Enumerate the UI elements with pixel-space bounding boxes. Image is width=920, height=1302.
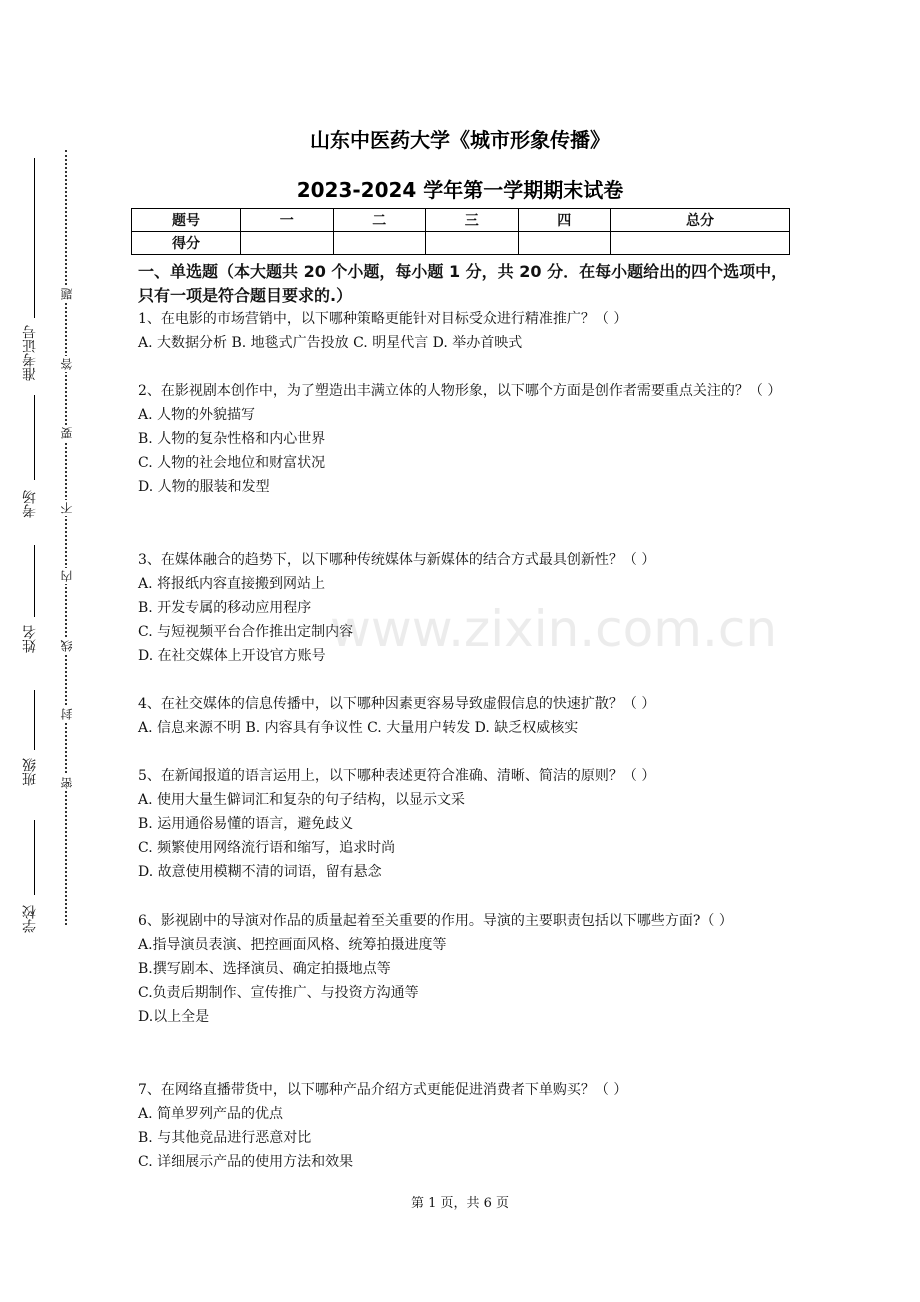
class-label: 班级	[22, 758, 38, 786]
score-header-cell: 四	[518, 209, 611, 232]
option-b: B.撰写剧本、选择演员、确定拍摄地点等	[138, 961, 391, 977]
seal-char: 不	[60, 502, 74, 514]
option-c: C. 与短视频平台合作推出定制内容	[138, 624, 354, 640]
score-cell[interactable]	[518, 232, 611, 255]
seal-char: 题	[60, 288, 74, 300]
question-options-inline: A. 大数据分析 B. 地毯式广告投放 C. 明星代言 D. 举办首映式	[138, 335, 523, 351]
section-heading: 一、单选题（本大题共 20 个小题，每小题 1 分，共 20 分．在每小题给出的四个选项中，只有一项是符合题目要求的.）	[138, 262, 788, 305]
seal-char: 要	[60, 427, 74, 439]
score-row-label: 得分	[132, 232, 241, 255]
question-stem: 2、在影视剧本创作中，为了塑造出丰满立体的人物形象，以下哪个方面是创作者需要重点关注的？（ ）	[138, 383, 782, 399]
exam-room-label: 考场	[22, 490, 38, 518]
seal-char: 线	[60, 640, 74, 652]
question-stem: 7、在网络直播带货中，以下哪种产品介绍方式更能促进消费者下单购买？（ ）	[138, 1082, 628, 1098]
option-d: D. 故意使用模糊不清的词语，留有悬念	[138, 864, 382, 880]
option-d: D.以上全是	[138, 1009, 210, 1025]
name-label: 姓名	[22, 625, 38, 653]
score-table	[131, 208, 790, 255]
question-5	[138, 764, 798, 884]
seal-dotted-line	[65, 150, 67, 925]
question-options-inline: A. 信息来源不明 B. 内容具有争议性 C. 大量用户转发 D. 缺乏权威核实	[138, 720, 579, 736]
exam-title: 山东中医药大学《城市形象传播》	[310, 128, 610, 152]
score-table-header	[132, 209, 790, 232]
option-a: A. 将报纸内容直接搬到网站上	[138, 576, 326, 592]
score-cell[interactable]	[426, 232, 519, 255]
option-c: C. 频繁使用网络流行语和缩写，追求时尚	[138, 840, 396, 856]
question-7	[138, 1078, 798, 1174]
question-1	[138, 307, 798, 355]
name-line	[34, 545, 35, 617]
seal-char: 密	[60, 777, 74, 789]
exam-room-line	[34, 395, 35, 480]
seal-char: 答	[60, 358, 74, 370]
exam-number-label: 准考证号	[22, 325, 38, 381]
option-a: A. 简单罗列产品的优点	[138, 1106, 284, 1122]
option-a: A. 人物的外貌描写	[138, 407, 256, 423]
option-a: A.指导演员表演、把控画面风格、统筹拍摄进度等	[138, 937, 447, 953]
seal-char: 内	[60, 570, 74, 582]
option-d: D. 人物的服装和发型	[138, 479, 270, 495]
score-cell[interactable]	[611, 232, 790, 255]
option-c: C. 详细展示产品的使用方法和效果	[138, 1154, 354, 1170]
option-b: B. 运用通俗易懂的语言，避免歧义	[138, 816, 354, 832]
question-6	[138, 909, 798, 1029]
option-c: C. 人物的社会地位和财富状况	[138, 455, 326, 471]
exam-subtitle: 2023-2024 学年第一学期期末试卷	[296, 178, 624, 202]
option-b: B. 与其他竞品进行恶意对比	[138, 1130, 312, 1146]
score-header-cell: 一	[241, 209, 334, 232]
question-4	[138, 692, 798, 740]
question-stem: 5、在新闻报道的语言运用上，以下哪种表述更符合准确、清晰、简洁的原则？（ ）	[138, 768, 656, 784]
question-stem: 4、在社交媒体的信息传播中，以下哪种因素更容易导致虚假信息的快速扩散？（ ）	[138, 696, 656, 712]
watermark: www.zixin.com.cn	[330, 600, 778, 658]
seal-char: 封	[60, 708, 74, 720]
school-line	[34, 820, 35, 895]
question-stem: 6、影视剧中的导演对作品的质量起着至关重要的作用。导演的主要职责包括以下哪些方面?（ ）	[138, 913, 733, 929]
score-header-cell: 二	[333, 209, 426, 232]
option-b: B. 开发专属的移动应用程序	[138, 600, 312, 616]
option-c: C.负责后期制作、宣传推广、与投资方沟通等	[138, 985, 419, 1001]
question-2	[138, 379, 798, 499]
score-cell[interactable]	[333, 232, 426, 255]
score-header-cell: 三	[426, 209, 519, 232]
question-stem: 3、在媒体融合的趋势下，以下哪种传统媒体与新媒体的结合方式最具创新性？（ ）	[138, 552, 656, 568]
score-table-row	[132, 232, 790, 255]
option-b: B. 人物的复杂性格和内心世界	[138, 431, 326, 447]
score-header-cell: 总分	[611, 209, 790, 232]
page-footer: 第 1 页，共 6 页	[410, 1196, 510, 1211]
score-header-cell: 题号	[132, 209, 241, 232]
option-a: A. 使用大量生僻词汇和复杂的句子结构，以显示文采	[138, 792, 466, 808]
score-cell[interactable]	[241, 232, 334, 255]
option-d: D. 在社交媒体上开设官方账号	[138, 648, 326, 664]
question-stem: 1、在电影的市场营销中，以下哪种策略更能针对目标受众进行精准推广？（ ）	[138, 311, 628, 327]
school-label: 学校	[22, 905, 38, 933]
class-line	[34, 690, 35, 750]
